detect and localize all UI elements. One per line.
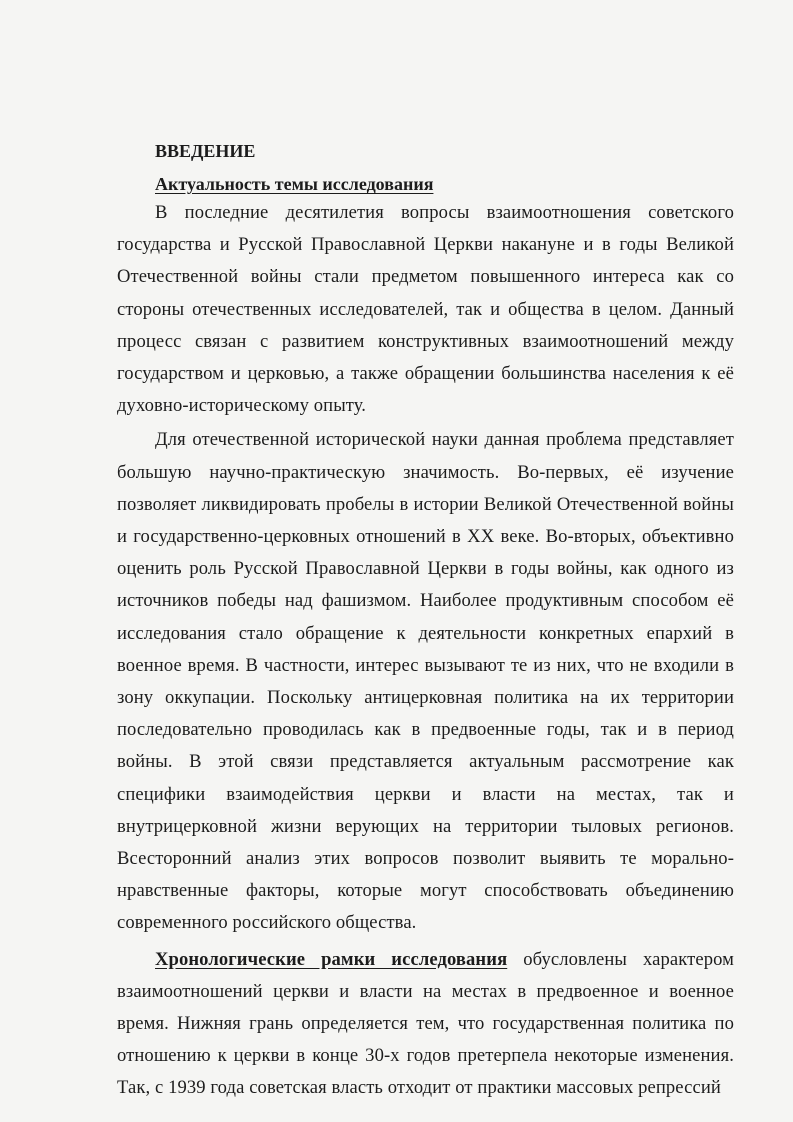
paragraph-2: Для отечественной исторической науки данная проблема представляет большую научно-практическую значимость. Во-первых, её изучение позволяет ликвидировать пробелы в истории Великой Отечественной войны и государственно-церковных отношений в XX веке. Во-вторых, объективно оценить роль Русской Православной Церкви в годы войны, как одного из источников победы над фашизмом. Наиболее продуктивным способом её исследования стало обращение к деятельности конкретных епархий в военное время. В частности, интерес вызывают те из них, что не входили в зону оккупации. Поскольку антицерковная политика на их территории последовательно проводилась как в предвоенные годы, так и в период войны. В этой связи представляется актуальным рассмотрение как специфики взаимодействия церкви и власти на местах, так и внутрицерковной жизни верующих на территории тыловых регионов. Всесторонний анализ этих вопросов позволит выявить те морально-нравственные факторы, которые могут способствовать объединению современного российского общества. <box>117 429 734 934</box>
paragraph-3-text: обусловлены характером взаимоотношений церкви и власти на местах в предвоенное и военное время. Нижняя грань определяется тем, что государственная политика по отношению к церкви в конце 30-х годов претерпела некоторые изменения. Так, с 1939 года советская власть отходит от практики массовых репрессий <box>117 948 735 1099</box>
paragraph-3 <box>117 944 734 1105</box>
paragraph-3-lead: Хронологические рамки исследования <box>155 948 508 970</box>
paragraph-1: В последние десятилетия вопросы взаимоотношения советского государства и Русской Православной Церкви накануне и в годы Великой Отечественной войны стали предметом повышенного интереса как со стороны отечественных исследователей, так и общества в целом. Данный процесс связан с развитием конструктивных взаимоотношений между государством и церковью, а также обращении большинства населения к её духовно-историческому опыту. <box>117 202 734 417</box>
section-heading: ВВЕДЕНИЕ <box>155 141 256 161</box>
document-body <box>117 138 734 1105</box>
subsection-heading: Актуальность темы исследования <box>155 174 434 194</box>
